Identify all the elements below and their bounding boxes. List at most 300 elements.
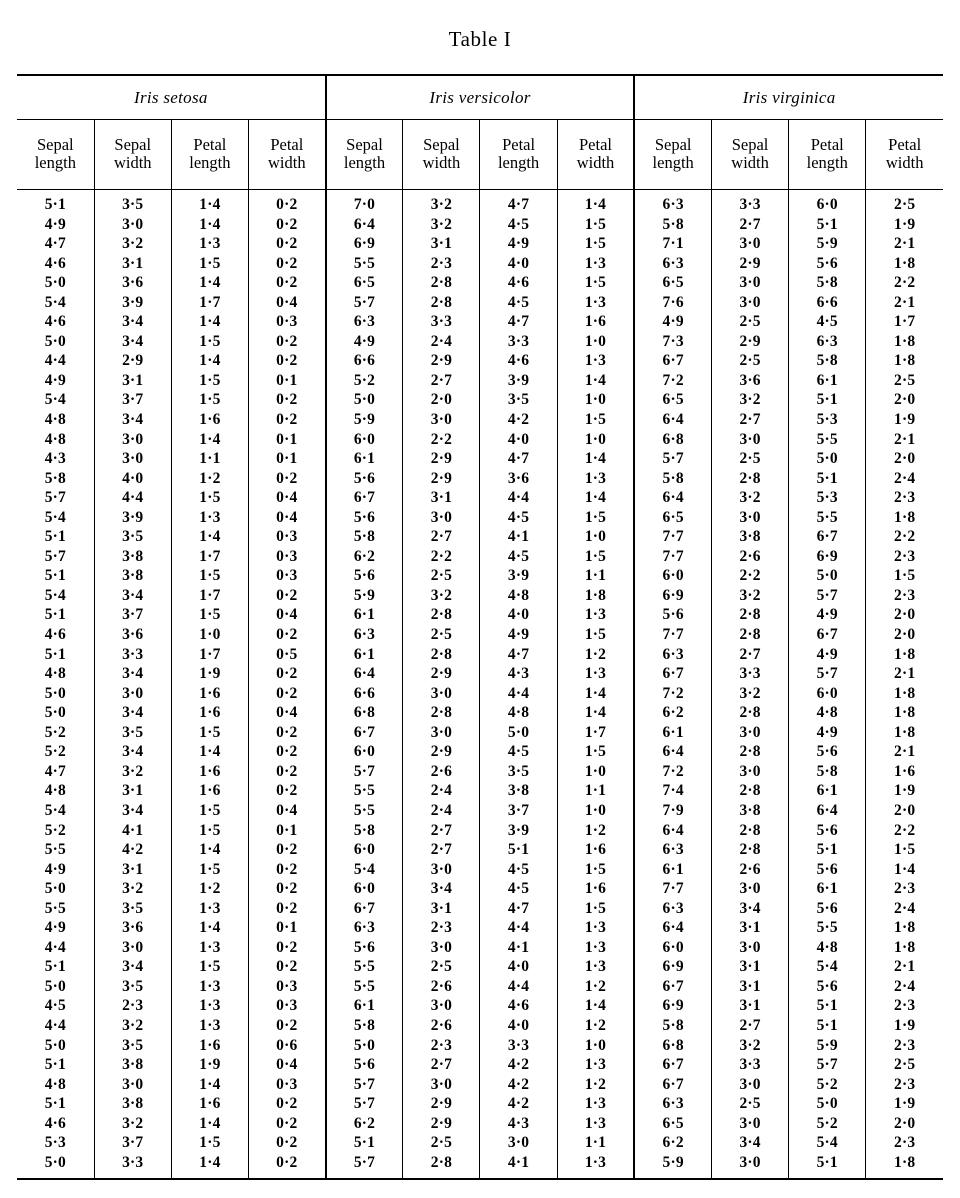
cell: 3·5: [94, 899, 171, 919]
cell: 5·6: [789, 821, 866, 841]
table-row: [17, 586, 943, 606]
cell: 1·4: [171, 215, 248, 235]
table-row: [17, 190, 943, 215]
cell: 5·4: [44, 801, 66, 819]
table-row: [17, 488, 943, 508]
cell: 2·4: [866, 469, 943, 489]
cell: 2·7: [403, 821, 480, 841]
cell: 0·3: [248, 1075, 325, 1095]
cell: 4·0: [94, 469, 171, 489]
cell: 5·5: [44, 841, 66, 859]
cell: 5·5: [326, 977, 403, 997]
cell: 6·3: [789, 332, 866, 352]
cell: 2·5: [866, 1055, 943, 1075]
cell: 5·5: [326, 254, 403, 274]
cell: 6·9: [634, 586, 711, 606]
table-row: [17, 821, 943, 841]
cell: 6·7: [634, 977, 711, 997]
cell: 5·8: [634, 469, 711, 489]
cell: 5·2: [789, 1114, 866, 1134]
cell: 5·0: [44, 274, 66, 292]
cell: 3·9: [94, 293, 171, 313]
column-header-line1: Sepal: [114, 134, 152, 154]
table-row: [17, 1075, 943, 1095]
cell: 3·8: [94, 1094, 171, 1114]
cell: 2·3: [866, 488, 943, 508]
cell: 3·1: [94, 860, 171, 880]
cell: 5·0: [44, 880, 66, 898]
cell: 1·6: [171, 762, 248, 782]
cell: 1·3: [557, 918, 634, 938]
cell: 5·7: [789, 1055, 866, 1075]
table-row: [17, 625, 943, 645]
cell: 1·5: [866, 840, 943, 860]
cell: 3·4: [94, 586, 171, 606]
cell: 6·4: [634, 410, 711, 430]
cell: 5·5: [44, 899, 66, 917]
cell: 4·5: [44, 997, 66, 1015]
cell: 4·8: [44, 1075, 66, 1093]
cell: 4·7: [480, 312, 557, 332]
cell: 3·0: [712, 508, 789, 528]
cell: 1·5: [557, 273, 634, 293]
cell: 0·2: [248, 762, 325, 782]
cell: 1·5: [171, 371, 248, 391]
cell: 1·3: [557, 664, 634, 684]
cell: 6·3: [634, 899, 711, 919]
cell: 5·1: [789, 390, 866, 410]
cell: 0·3: [248, 527, 325, 547]
cell: 2·9: [403, 449, 480, 469]
cell: 5·8: [634, 215, 711, 235]
cell: 3·7: [94, 390, 171, 410]
cell: 3·4: [712, 899, 789, 919]
cell: 1·4: [171, 840, 248, 860]
cell: 0·2: [248, 254, 325, 274]
cell: 1·8: [866, 938, 943, 958]
cell: 1·3: [171, 234, 248, 254]
cell: 6·4: [326, 215, 403, 235]
cell: 1·3: [557, 605, 634, 625]
cell: 6·4: [634, 742, 711, 762]
cell: 2·8: [403, 703, 480, 723]
cell: 3·7: [94, 1133, 171, 1153]
cell: 2·6: [403, 1016, 480, 1036]
cell: 4·4: [94, 488, 171, 508]
cell: 5·0: [44, 684, 66, 702]
table-row: [17, 684, 943, 704]
cell: 2·5: [403, 625, 480, 645]
cell: 6·7: [634, 1055, 711, 1075]
column-header-line2: width: [268, 153, 306, 172]
cell: 3·4: [712, 1133, 789, 1153]
cell: 4·7: [480, 449, 557, 469]
cell: 2·5: [712, 449, 789, 469]
cell: 6·2: [326, 1114, 403, 1134]
cell: 2·3: [403, 254, 480, 274]
table-row: [17, 430, 943, 450]
cell: 1·2: [557, 1075, 634, 1095]
column-header-line2: length: [806, 153, 848, 172]
species-header-row: [17, 76, 943, 120]
cell: 6·5: [634, 508, 711, 528]
cell: 6·6: [326, 351, 403, 371]
cell: 2·3: [866, 1075, 943, 1095]
cell: 5·0: [44, 332, 66, 350]
cell: 3·0: [712, 273, 789, 293]
cell: 5·6: [789, 899, 866, 919]
cell: 0·2: [248, 723, 325, 743]
column-header-line1: Petal: [578, 134, 612, 154]
column-header-2-0: [634, 120, 711, 190]
cell: 3·4: [94, 312, 171, 332]
cell: 5·5: [789, 508, 866, 528]
cell: 4·6: [480, 996, 557, 1016]
table-row: [17, 781, 943, 801]
cell: 0·3: [248, 566, 325, 586]
table-row: [17, 293, 943, 313]
cell: 0·2: [248, 781, 325, 801]
table-row: [17, 566, 943, 586]
cell: 1·3: [557, 293, 634, 313]
cell: 3·2: [403, 190, 480, 215]
cell: 6·8: [634, 430, 711, 450]
cell: 2·3: [866, 1036, 943, 1056]
cell: 4·8: [44, 430, 66, 448]
cell: 6·4: [634, 488, 711, 508]
cell: 7·2: [634, 684, 711, 704]
cell: 2·8: [403, 645, 480, 665]
cell: 2·7: [712, 645, 789, 665]
cell: 1·3: [171, 508, 248, 528]
cell: 2·4: [403, 801, 480, 821]
column-header-row: [17, 120, 943, 190]
cell: 5·5: [326, 781, 403, 801]
cell: 5·6: [789, 977, 866, 997]
cell: 5·8: [634, 1016, 711, 1036]
cell: 1·4: [171, 190, 248, 215]
cell: 6·7: [326, 723, 403, 743]
cell: 3·0: [480, 1133, 557, 1153]
cell: 4·0: [480, 605, 557, 625]
column-header-0-0: [17, 120, 94, 190]
column-header-1-3: [557, 120, 634, 190]
cell: 6·3: [634, 190, 711, 215]
cell: 2·2: [866, 821, 943, 841]
cell: 4·6: [44, 313, 66, 331]
cell: 5·6: [634, 605, 711, 625]
cell: 2·8: [403, 1153, 480, 1179]
cell: 6·1: [326, 996, 403, 1016]
cell: 4·4: [480, 977, 557, 997]
cell: 1·3: [171, 1016, 248, 1036]
cell: 4·4: [44, 1016, 66, 1034]
cell: 6·1: [634, 723, 711, 743]
table-row: [17, 742, 943, 762]
cell: 3·4: [94, 410, 171, 430]
cell: 3·3: [403, 312, 480, 332]
cell: 5·1: [44, 606, 66, 624]
cell: 5·7: [634, 449, 711, 469]
cell: 4·9: [789, 723, 866, 743]
column-header-0-3: [248, 120, 325, 190]
cell: 4·9: [634, 312, 711, 332]
cell: 3·4: [94, 703, 171, 723]
cell: 6·7: [634, 1075, 711, 1095]
cell: 4·7: [480, 899, 557, 919]
cell: 2·5: [866, 371, 943, 391]
cell: 0·2: [248, 684, 325, 704]
cell: 6·3: [326, 918, 403, 938]
cell: 6·4: [634, 918, 711, 938]
cell: 6·7: [326, 899, 403, 919]
cell: 5·7: [789, 664, 866, 684]
column-header-line1: Petal: [193, 134, 227, 154]
cell: 1·5: [171, 390, 248, 410]
cell: 5·1: [789, 1153, 866, 1179]
cell: 3·2: [403, 586, 480, 606]
cell: 3·0: [94, 215, 171, 235]
cell: 0·2: [248, 938, 325, 958]
cell: 5·4: [44, 586, 66, 604]
cell: 4·4: [44, 938, 66, 956]
cell: 5·5: [789, 918, 866, 938]
cell: 3·0: [403, 1075, 480, 1095]
cell: 2·1: [866, 430, 943, 450]
cell: 3·0: [712, 879, 789, 899]
cell: 1·4: [171, 312, 248, 332]
cell: 6·1: [634, 860, 711, 880]
cell: 6·1: [326, 449, 403, 469]
cell: 4·8: [480, 586, 557, 606]
cell: 1·9: [171, 1055, 248, 1075]
cell: 3·2: [712, 390, 789, 410]
cell: 3·3: [712, 664, 789, 684]
cell: 2·8: [712, 605, 789, 625]
cell: 1·4: [557, 488, 634, 508]
cell: 3·1: [712, 918, 789, 938]
cell: 6·4: [789, 801, 866, 821]
cell: 7·7: [634, 527, 711, 547]
cell: 3·0: [712, 430, 789, 450]
column-header-line1: Sepal: [346, 134, 383, 154]
cell: 2·7: [403, 1055, 480, 1075]
cell: 5·7: [44, 489, 66, 507]
cell: 6·7: [789, 625, 866, 645]
column-header-line1: Petal: [888, 134, 922, 154]
cell: 1·3: [171, 977, 248, 997]
cell: 4·6: [44, 1114, 66, 1132]
cell: 1·8: [866, 508, 943, 528]
cell: 6·0: [634, 938, 711, 958]
cell: 2·9: [712, 332, 789, 352]
cell: 2·9: [403, 1114, 480, 1134]
cell: 5·2: [44, 821, 66, 839]
cell: 1·9: [866, 781, 943, 801]
cell: 1·0: [557, 527, 634, 547]
cell: 0·2: [248, 273, 325, 293]
cell: 4·5: [480, 293, 557, 313]
cell: 1·9: [866, 410, 943, 430]
table-row: [17, 1133, 943, 1153]
cell: 3·5: [94, 1036, 171, 1056]
column-header-line2: length: [343, 153, 386, 172]
cell: 5·6: [326, 469, 403, 489]
cell: 3·4: [94, 801, 171, 821]
cell: 2·1: [866, 234, 943, 254]
cell: 4·7: [480, 190, 557, 215]
cell: 2·0: [866, 390, 943, 410]
cell: 5·0: [326, 1036, 403, 1056]
cell: 3·8: [712, 801, 789, 821]
column-header-1-2: [480, 120, 557, 190]
cell: 2·2: [866, 527, 943, 547]
cell: 1·3: [557, 469, 634, 489]
cell: 2·0: [866, 625, 943, 645]
cell: 1·7: [171, 547, 248, 567]
cell: 4·4: [480, 488, 557, 508]
cell: 4·6: [480, 351, 557, 371]
iris-data-table: [17, 76, 943, 1178]
cell: 5·9: [326, 410, 403, 430]
cell: 6·0: [789, 190, 866, 215]
table-row: [17, 1094, 943, 1114]
cell: 5·7: [789, 586, 866, 606]
cell: 7·3: [634, 332, 711, 352]
cell: 4·3: [44, 450, 66, 468]
cell: 0·2: [248, 390, 325, 410]
cell: 5·6: [326, 1055, 403, 1075]
table-row: [17, 879, 943, 899]
cell: 2·7: [712, 410, 789, 430]
cell: 5·1: [789, 215, 866, 235]
cell: 5·7: [326, 1153, 403, 1179]
cell: 2·7: [403, 527, 480, 547]
column-header-line2: length: [189, 153, 231, 172]
cell: 1·2: [557, 645, 634, 665]
cell: 5·3: [789, 488, 866, 508]
table-row: [17, 215, 943, 235]
cell: 6·2: [634, 703, 711, 723]
cell: 3·2: [94, 1114, 171, 1134]
cell: 1·3: [557, 351, 634, 371]
cell: 2·2: [403, 547, 480, 567]
cell: 1·4: [171, 351, 248, 371]
cell: 4·2: [480, 1094, 557, 1114]
cell: 3·2: [712, 488, 789, 508]
cell: 2·9: [403, 664, 480, 684]
table-body: [17, 190, 943, 1179]
cell: 5·1: [44, 1095, 66, 1113]
column-header-line1: Sepal: [423, 134, 460, 154]
table-row: [17, 801, 943, 821]
cell: 6·9: [789, 547, 866, 567]
cell: 6·1: [789, 371, 866, 391]
cell: 4·5: [480, 879, 557, 899]
cell: 3·8: [94, 547, 171, 567]
cell: 2·3: [94, 996, 171, 1016]
cell: 5·0: [789, 449, 866, 469]
cell: 2·8: [712, 821, 789, 841]
cell: 5·0: [789, 1094, 866, 1114]
cell: 3·1: [712, 977, 789, 997]
cell: 1·0: [557, 332, 634, 352]
cell: 5·1: [44, 528, 66, 546]
table-row: [17, 918, 943, 938]
cell: 5·4: [44, 391, 66, 409]
cell: 3·9: [480, 371, 557, 391]
cell: 3·8: [480, 781, 557, 801]
cell: 3·4: [403, 879, 480, 899]
table-row: [17, 1153, 943, 1179]
cell: 4·1: [480, 1153, 557, 1179]
cell: 2·9: [403, 742, 480, 762]
cell: 3·4: [94, 957, 171, 977]
cell: 4·9: [44, 919, 66, 937]
cell: 3·0: [94, 1075, 171, 1095]
cell: 2·3: [866, 1133, 943, 1153]
cell: 0·2: [248, 215, 325, 235]
cell: 6·1: [789, 879, 866, 899]
cell: 1·3: [557, 1094, 634, 1114]
cell: 6·2: [326, 547, 403, 567]
cell: 1·2: [557, 1016, 634, 1036]
cell: 1·9: [866, 1016, 943, 1036]
cell: 1·5: [171, 254, 248, 274]
cell: 6·2: [634, 1133, 711, 1153]
cell: 2·1: [866, 293, 943, 313]
cell: 0·3: [248, 312, 325, 332]
cell: 7·2: [634, 762, 711, 782]
column-header-line2: width: [576, 153, 615, 172]
cell: 7·9: [634, 801, 711, 821]
table-row: [17, 840, 943, 860]
cell: 5·4: [44, 293, 66, 311]
cell: 1·4: [557, 190, 634, 215]
page-title: Table I: [448, 27, 512, 51]
cell: 2·0: [866, 1114, 943, 1134]
column-header-line1: Petal: [810, 134, 844, 154]
cell: 3·2: [94, 234, 171, 254]
cell: 0·2: [248, 625, 325, 645]
cell: 6·3: [634, 254, 711, 274]
cell: 7·6: [634, 293, 711, 313]
table-row: [17, 469, 943, 489]
cell: 2·5: [403, 957, 480, 977]
cell: 3·6: [94, 918, 171, 938]
table-row: [17, 449, 943, 469]
cell: 1·8: [866, 254, 943, 274]
cell: 1·7: [557, 723, 634, 743]
cell: 1·5: [866, 566, 943, 586]
cell: 5·1: [44, 958, 66, 976]
cell: 1·3: [557, 957, 634, 977]
cell: 3·5: [94, 723, 171, 743]
cell: 6·0: [326, 742, 403, 762]
cell: 6·0: [789, 684, 866, 704]
cell: 0·2: [248, 234, 325, 254]
cell: 1·5: [557, 742, 634, 762]
cell: 1·5: [557, 410, 634, 430]
cell: 1·5: [171, 957, 248, 977]
table-row: [17, 254, 943, 274]
cell: 2·6: [712, 547, 789, 567]
cell: 7·0: [326, 190, 403, 215]
cell: 1·0: [557, 801, 634, 821]
cell: 1·0: [557, 430, 634, 450]
cell: 3·5: [480, 390, 557, 410]
cell: 3·1: [94, 781, 171, 801]
